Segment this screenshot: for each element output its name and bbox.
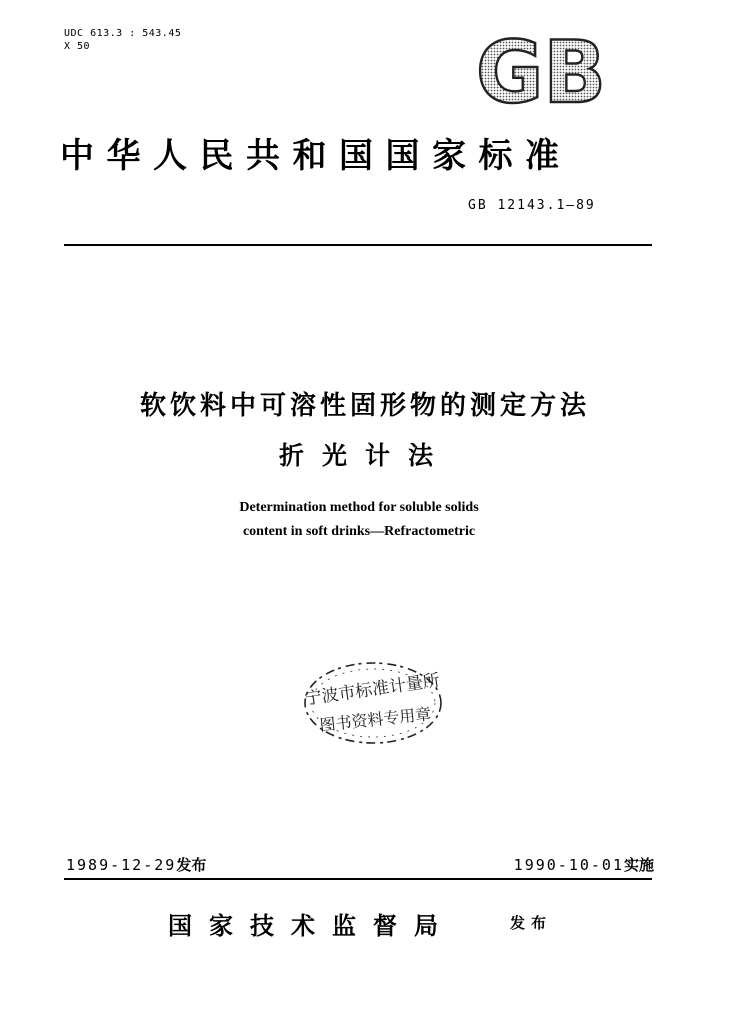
- effective-date-group: [514, 854, 654, 875]
- stamp-text-line2: 图书资料专用章: [318, 704, 433, 735]
- udc-block: [64, 27, 181, 53]
- udc-code: UDC 613.3 : 543.45: [64, 28, 182, 39]
- national-standard-title: 中华人民共和国国家标准: [60, 136, 572, 176]
- effective-label: 实施: [623, 856, 654, 874]
- stamp-text-line1: 宁波市标准计量所: [303, 670, 442, 710]
- classification-code: X 50: [64, 41, 91, 52]
- effective-date: 1990-10-01: [513, 856, 624, 874]
- svg-text:GB: GB: [476, 32, 606, 106]
- publisher-name: 国家技术监督局: [168, 911, 455, 940]
- document-title-en-line2: content in soft drinks—Refractometric: [242, 524, 476, 539]
- standard-number: GB 12143.1—89: [468, 198, 596, 213]
- top-divider: [64, 244, 652, 246]
- library-stamp: [298, 655, 448, 755]
- publisher-verb: 发布: [510, 914, 553, 932]
- issued-label: 发布: [176, 856, 207, 874]
- issued-date-group: [66, 854, 206, 875]
- document-title-en-line1: Determination method for soluble solids: [239, 500, 479, 515]
- gb-logo: [472, 32, 610, 106]
- issued-date: 1989-12-29: [66, 856, 177, 874]
- document-subtitle-cn: 折光计法: [278, 441, 451, 470]
- bottom-divider: [64, 878, 652, 880]
- document-title-cn: 软饮料中可溶性固形物的测定方法: [139, 391, 590, 421]
